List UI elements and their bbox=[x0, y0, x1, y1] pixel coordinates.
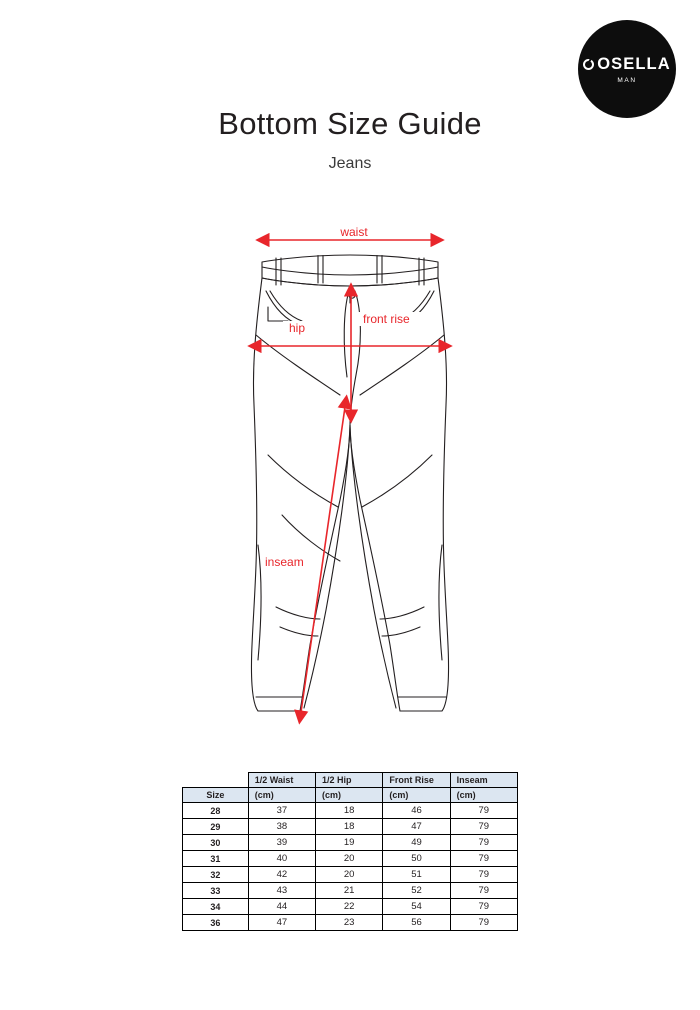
size-table bbox=[182, 772, 518, 931]
jeans-measurement-diagram bbox=[0, 215, 700, 745]
page-title: Bottom Size Guide bbox=[218, 106, 482, 141]
cell-half-waist: 39 bbox=[248, 835, 315, 851]
table-row bbox=[183, 835, 518, 851]
header-inseam-unit: (cm) bbox=[450, 788, 517, 803]
cell-half-waist: 47 bbox=[248, 915, 315, 931]
cell-front-rise: 47 bbox=[383, 819, 450, 835]
cell-size: 30 bbox=[183, 835, 249, 851]
table-header-row-2 bbox=[183, 788, 518, 803]
page-subtitle: Jeans bbox=[328, 155, 372, 172]
cell-half-waist: 42 bbox=[248, 867, 315, 883]
header-half-hip: 1/2 Hip bbox=[316, 773, 383, 788]
header-half-waist: 1/2 Waist bbox=[248, 773, 315, 788]
cell-front-rise: 50 bbox=[383, 851, 450, 867]
cell-half-waist: 38 bbox=[248, 819, 315, 835]
cell-half-hip: 20 bbox=[316, 851, 383, 867]
cell-front-rise: 54 bbox=[383, 899, 450, 915]
table-row bbox=[183, 883, 518, 899]
brand-name: OSELLA bbox=[597, 54, 671, 73]
cell-size: 33 bbox=[183, 883, 249, 899]
brand-logo bbox=[583, 55, 671, 74]
cell-inseam: 79 bbox=[450, 867, 517, 883]
cell-size: 32 bbox=[183, 867, 249, 883]
cell-half-hip: 22 bbox=[316, 899, 383, 915]
header-front-rise: Front Rise bbox=[383, 773, 450, 788]
cell-half-hip: 21 bbox=[316, 883, 383, 899]
label-front-rise: front rise bbox=[363, 312, 410, 326]
label-inseam: inseam bbox=[265, 555, 304, 569]
label-hip: hip bbox=[288, 321, 306, 335]
table-row bbox=[183, 867, 518, 883]
measurement-annotations bbox=[260, 240, 440, 712]
cell-size: 34 bbox=[183, 899, 249, 915]
cell-inseam: 79 bbox=[450, 883, 517, 899]
cell-front-rise: 46 bbox=[383, 803, 450, 819]
cell-half-hip: 23 bbox=[316, 915, 383, 931]
table-row bbox=[183, 803, 518, 819]
osella-circle-mark-icon bbox=[583, 59, 594, 70]
cell-front-rise: 52 bbox=[383, 883, 450, 899]
header-size: Size bbox=[183, 788, 249, 803]
cell-inseam: 79 bbox=[450, 803, 517, 819]
cell-half-waist: 43 bbox=[248, 883, 315, 899]
cell-half-waist: 37 bbox=[248, 803, 315, 819]
cell-front-rise: 51 bbox=[383, 867, 450, 883]
cell-inseam: 79 bbox=[450, 899, 517, 915]
size-chart bbox=[182, 772, 518, 931]
cell-half-hip: 20 bbox=[316, 867, 383, 883]
cell-inseam: 79 bbox=[450, 835, 517, 851]
cell-half-hip: 18 bbox=[316, 803, 383, 819]
table-header bbox=[183, 773, 518, 803]
cell-half-waist: 44 bbox=[248, 899, 315, 915]
table-row bbox=[183, 915, 518, 931]
cell-front-rise: 56 bbox=[383, 915, 450, 931]
cell-size: 36 bbox=[183, 915, 249, 931]
brand-subtitle: MAN bbox=[617, 76, 637, 84]
table-row bbox=[183, 899, 518, 915]
cell-size: 31 bbox=[183, 851, 249, 867]
cell-inseam: 79 bbox=[450, 851, 517, 867]
cell-size: 28 bbox=[183, 803, 249, 819]
header-front-rise-unit: (cm) bbox=[383, 788, 450, 803]
cell-inseam: 79 bbox=[450, 915, 517, 931]
cell-half-hip: 18 bbox=[316, 819, 383, 835]
brand-badge bbox=[578, 20, 676, 118]
cell-half-waist: 40 bbox=[248, 851, 315, 867]
header-half-waist-unit: (cm) bbox=[248, 788, 315, 803]
cell-size: 29 bbox=[183, 819, 249, 835]
table-body bbox=[183, 803, 518, 931]
header-corner-blank bbox=[183, 773, 249, 788]
cell-half-hip: 19 bbox=[316, 835, 383, 851]
header-inseam: Inseam bbox=[450, 773, 517, 788]
table-header-row-1 bbox=[183, 773, 518, 788]
cell-inseam: 79 bbox=[450, 819, 517, 835]
table-row bbox=[183, 819, 518, 835]
label-waist: waist bbox=[340, 225, 368, 239]
header-half-hip-unit: (cm) bbox=[316, 788, 383, 803]
cell-front-rise: 49 bbox=[383, 835, 450, 851]
table-row bbox=[183, 851, 518, 867]
